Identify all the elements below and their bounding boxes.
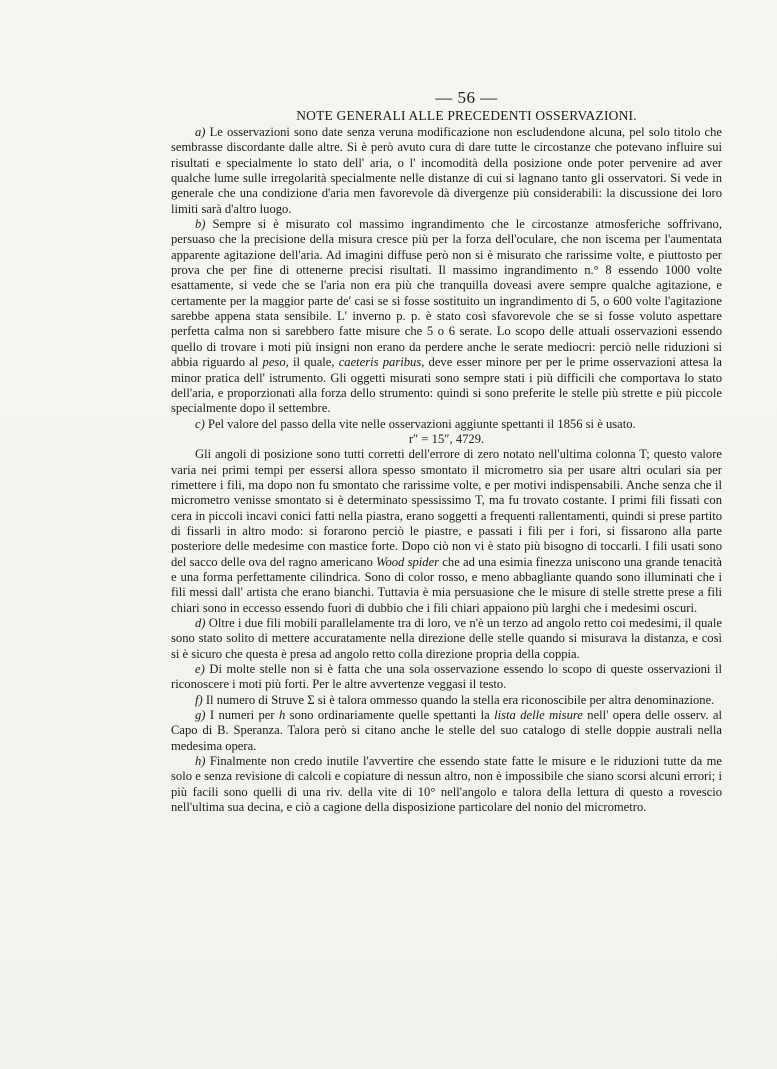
paragraph-text: , deve esser minore per per le prime osservazioni attesa la minor pratica dell' istrumento. Gli oggetti misurati sono sempre stati i più difficili che comportava lo stato dell'aria, e proporzionati alla forza dello strumento: quindi si sono preferite le stelle più strette e più piccole specialmente dopo il settembre.: [171, 355, 722, 416]
paragraph-text: Le osservazioni sono date senza veruna modificazione non escludendone alcuna, pel solo titolo che sembrasse discordante dalle altre. Si è però avuto cura di dare tutte le circostanze che potevano influire sui risultati e specialmente lo stato dell' aria, o l' incomodità della posizione onde poter pervenire ad aver qualche lume sulle irregolarità specialmente nelle distanze di cui si lagnano tanto gli osservatori. Si vede in generale che una condizione d'aria men favorevole dà divergenze più considerabili: la discussione dei loro limiti sarà d'altro luogo.: [171, 125, 722, 216]
paragraph-text: che ad una esimia finezza uniscono una grande tenacità e una forma perfettamente cilindrica. Sono di color rosso, e meno abbagliante quando sono illuminati che i fili messi dall' artista che erano bianchi. Tuttavia è mia persuasione che le misure di stelle strette prese a fili chiari sono in eccesso essendo fuori di dubbio che i fili chiari appaiono più larghi che i medesimi oscuri.: [171, 554, 722, 615]
paragraph-marker: a): [195, 125, 206, 139]
paragraph-marker: c): [195, 416, 205, 431]
italic-term-caeteris-paribus: caeteris paribus: [338, 355, 422, 370]
text-block: [171, 88, 722, 815]
paragraph-text: , il quale,: [285, 355, 339, 370]
paragraph-a: [171, 125, 722, 217]
italic-term-wood-spider: Wood spider: [376, 554, 440, 569]
paragraph-text: sono ordinariamente quelle spettanti la: [285, 708, 495, 723]
page-heading: NOTE GENERALI ALLE PRECEDENTI OSSERVAZIONI.: [296, 108, 637, 123]
paragraph-text: Finalmente non credo inutile l'avvertire che essendo state fatte le misure e le riduzioni tutte da me solo e senza revisione di calcoli e copiature di nessun altro, non è impossibile che siano scorsi alcuni errori; i più facili sono quelli di una riv. della vite di 10° nell'angolo e talora della lettura di questo a rovescio nell'ultima sua decina, e ciò a cagione della disposizione particolare del nonio del micrometro.: [171, 754, 722, 815]
italic-term-peso: peso: [262, 355, 286, 370]
paragraph-marker: f): [195, 692, 203, 707]
paragraph-text: nell' opera delle osserv. al Capo di B. Speranza. Talora però si citano anche le stelle del suo catalogo di stelle doppie australi nella medesima opera.: [171, 708, 722, 753]
paragraph-text: I numeri per: [205, 708, 279, 723]
paragraph-d: [171, 616, 722, 662]
paragraph-h: [171, 754, 722, 815]
paragraph-g: [171, 708, 722, 754]
paragraph-b: [171, 217, 722, 416]
screw-value-formula: r″ = 15″, 4729.: [408, 431, 485, 446]
paragraph-text: Sempre si è misurato col massimo ingrandimento che le circostanze atmosferiche soffrivano, persuaso che la precisione della misura cresce più per la forza dell'oculare, che non iscema per l'aumentata apparente agitazione dell'aria. Ad imagini diffuse però non si è misurato che rarissime volte, e piuttosto per prova che per fine di ottenerne precisi risultati. Il massimo ingrandimento n.° 8 essendo 1000 volte esattamente, si vede che se l'aria non era più che tranquilla doveasi avere sempre qualche agitazione, e certamente per la maggior parte de' casi se si fosse sostituito un ingrandimento di 5, o 600 volte l'agitazione sarebbe appena stata sensibile. L' inverno p. p. è stato così sfavorevole che se si fosse voluto aspettare perfetta calma non si sarebbero fatte misure che 5 o 6 serate. Lo scopo delle attuali osservazioni essendo quello di trovare i moti più insigni non erano da perdere anche le serate mediocri: perciò nelle riduzioni si abbia riguardo al: [171, 217, 722, 370]
paragraph-text: Oltre i due fili mobili parallelamente tra di loro, ve n'è un terzo ad angolo retto coi medesimi, il quale sono stato solito di mettere accuratamente nella direzione delle stelle quando si misurava la distanza, e così si è sicuro che questa è presa ad angolo retto colla direzione propria della coppia.: [171, 616, 722, 661]
paragraph-f: [171, 693, 722, 708]
paragraph-position-angles: [171, 447, 722, 616]
page-number: — 56 —: [435, 88, 498, 107]
paragraph-marker: g): [195, 708, 206, 723]
paragraph-text: Di molte stelle non si è fatta che una sola osservazione essendo lo scopo di queste osservazioni il riconoscere i moti più forti. Per le altre avvertenze veggasi il testo.: [171, 662, 722, 692]
paragraph-marker: e): [195, 662, 205, 677]
paragraph-text: Il numero di Struve Σ si è talora ommesso quando la stella era riconoscibile per altra denominazione.: [202, 692, 715, 707]
paragraph-e: [171, 662, 722, 693]
paragraph-marker: d): [195, 616, 206, 630]
italic-term-lista-delle-misure: lista delle misure: [494, 708, 583, 723]
paragraph-text: Pel valore del passo della vite nelle osservazioni aggiunte spettanti il 1856 si è usato.: [204, 416, 636, 431]
paragraph-text: Gli angoli di posizione sono tutti corretti dell'errore di zero notato nell'ultima colonna T; questo valore varia nei primi tempi per essersi allora spesso smontato il micrometro sia per usare altri oculari sia per rimettere i fili, ma dopo non fu smontato che rarissime volte, e per motivi indispensabili. Anche senza che il micrometro venisse smontato si è determinato spessissimo T, ma fu trovato costante. I primi fili fissati con cera in piccoli incavi conici fatti nella piastra, erano soggetti a frequenti rallentamenti, quindi si prese partito di fissarli in altro modo: si forarono perciò le piastre, e passati i fili per i fori, si fissarono alla parte posteriore delle medesime con mastice forte. Dopo ciò non vi è stato più bisogno di toccarli. I fili usati sono del sacco delle ova del ragno americano: [171, 447, 722, 569]
paragraph-marker: h): [195, 754, 206, 769]
paragraph-c: [171, 417, 722, 432]
italic-term-h: h: [278, 708, 286, 723]
paragraph-marker: b): [195, 217, 206, 232]
